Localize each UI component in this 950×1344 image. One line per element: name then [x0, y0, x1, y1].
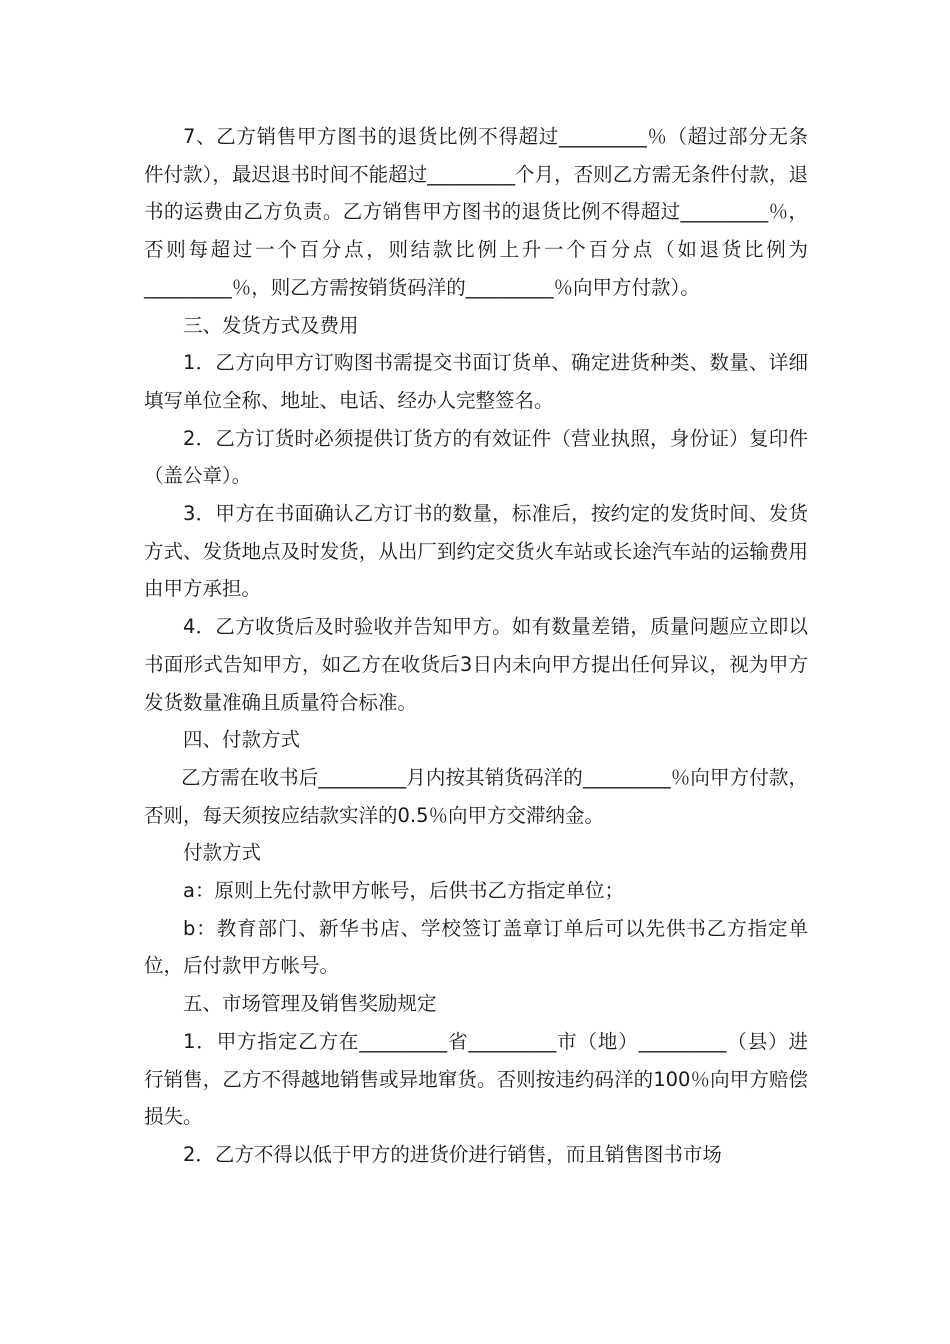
paragraph-payment-terms: 乙方需在收书后_________月内按其销货码洋的_________％向甲方付款，否则，每天须按应结款实洋的0.5％向甲方交滞纳金。 [144, 765, 808, 827]
heading-payment: 四、付款方式 [183, 728, 301, 752]
paragraph-shipping-3: 3．甲方在书面确认乙方订书的数量，标准后，按约定的发货时间、发货方式、发货地点及时发货，从出厂到约定交货火车站或长途汽车站的运输费用由甲方承担。 [144, 502, 808, 601]
paragraph-shipping-2: 2．乙方订货时必须提供订货方的有效证件（营业执照，身份证）复印件（盖公章）。 [144, 426, 808, 488]
heading-shipping: 三、发货方式及费用 [183, 313, 359, 337]
paragraph-market-1: 1．甲方指定乙方在_________省_________市（地）_________（县）进行销售，乙方不得越地销售或异地窜货。否则按违约码洋的100％向甲方赔偿损失。 [144, 1029, 808, 1129]
subheading-payment-method: 付款方式 [183, 841, 262, 865]
paragraph-market-2: 2．乙方不得以低于甲方的进货价进行销售，而且销售图书市场 [183, 1142, 722, 1166]
document-body [144, 118, 808, 1174]
heading-market-management: 五、市场管理及销售奖励规定 [183, 992, 437, 1016]
paragraph-shipping-4: 4．乙方收货后及时验收并告知甲方。如有数量差错，质量问题应立即以书面形式告知甲方，如乙方在收货后3日内未向甲方提出任何异议，视为甲方发货数量准确且质量符合标准。 [144, 615, 808, 714]
paragraph-return-terms: 7、乙方销售甲方图书的退货比例不得超过_________％（超过部分无条件付款），最迟退书时间不能超过_________个月，否则乙方需无条件付款，退书的运费由乙方负责。乙方销售甲方图书的退货比例不得超过_________％，否则每超过一个百分点，则结款比例上升一个百分点（如退货比例为_________％，则乙方需按销货码洋的_________％向甲方付款）。 [144, 125, 808, 299]
paragraph-shipping-1: 1．乙方向甲方订购图书需提交书面订货单、确定进货种类、数量、详细填写单位全称、地址、电话、经办人完整签名。 [144, 351, 808, 412]
paragraph-payment-b: b：教育部门、新华书店、学校签订盖章订单后可以先供书乙方指定单位，后付款甲方帐号。 [144, 916, 808, 978]
paragraph-payment-a: a：原则上先付款甲方帐号，后供书乙方指定单位； [183, 879, 624, 903]
